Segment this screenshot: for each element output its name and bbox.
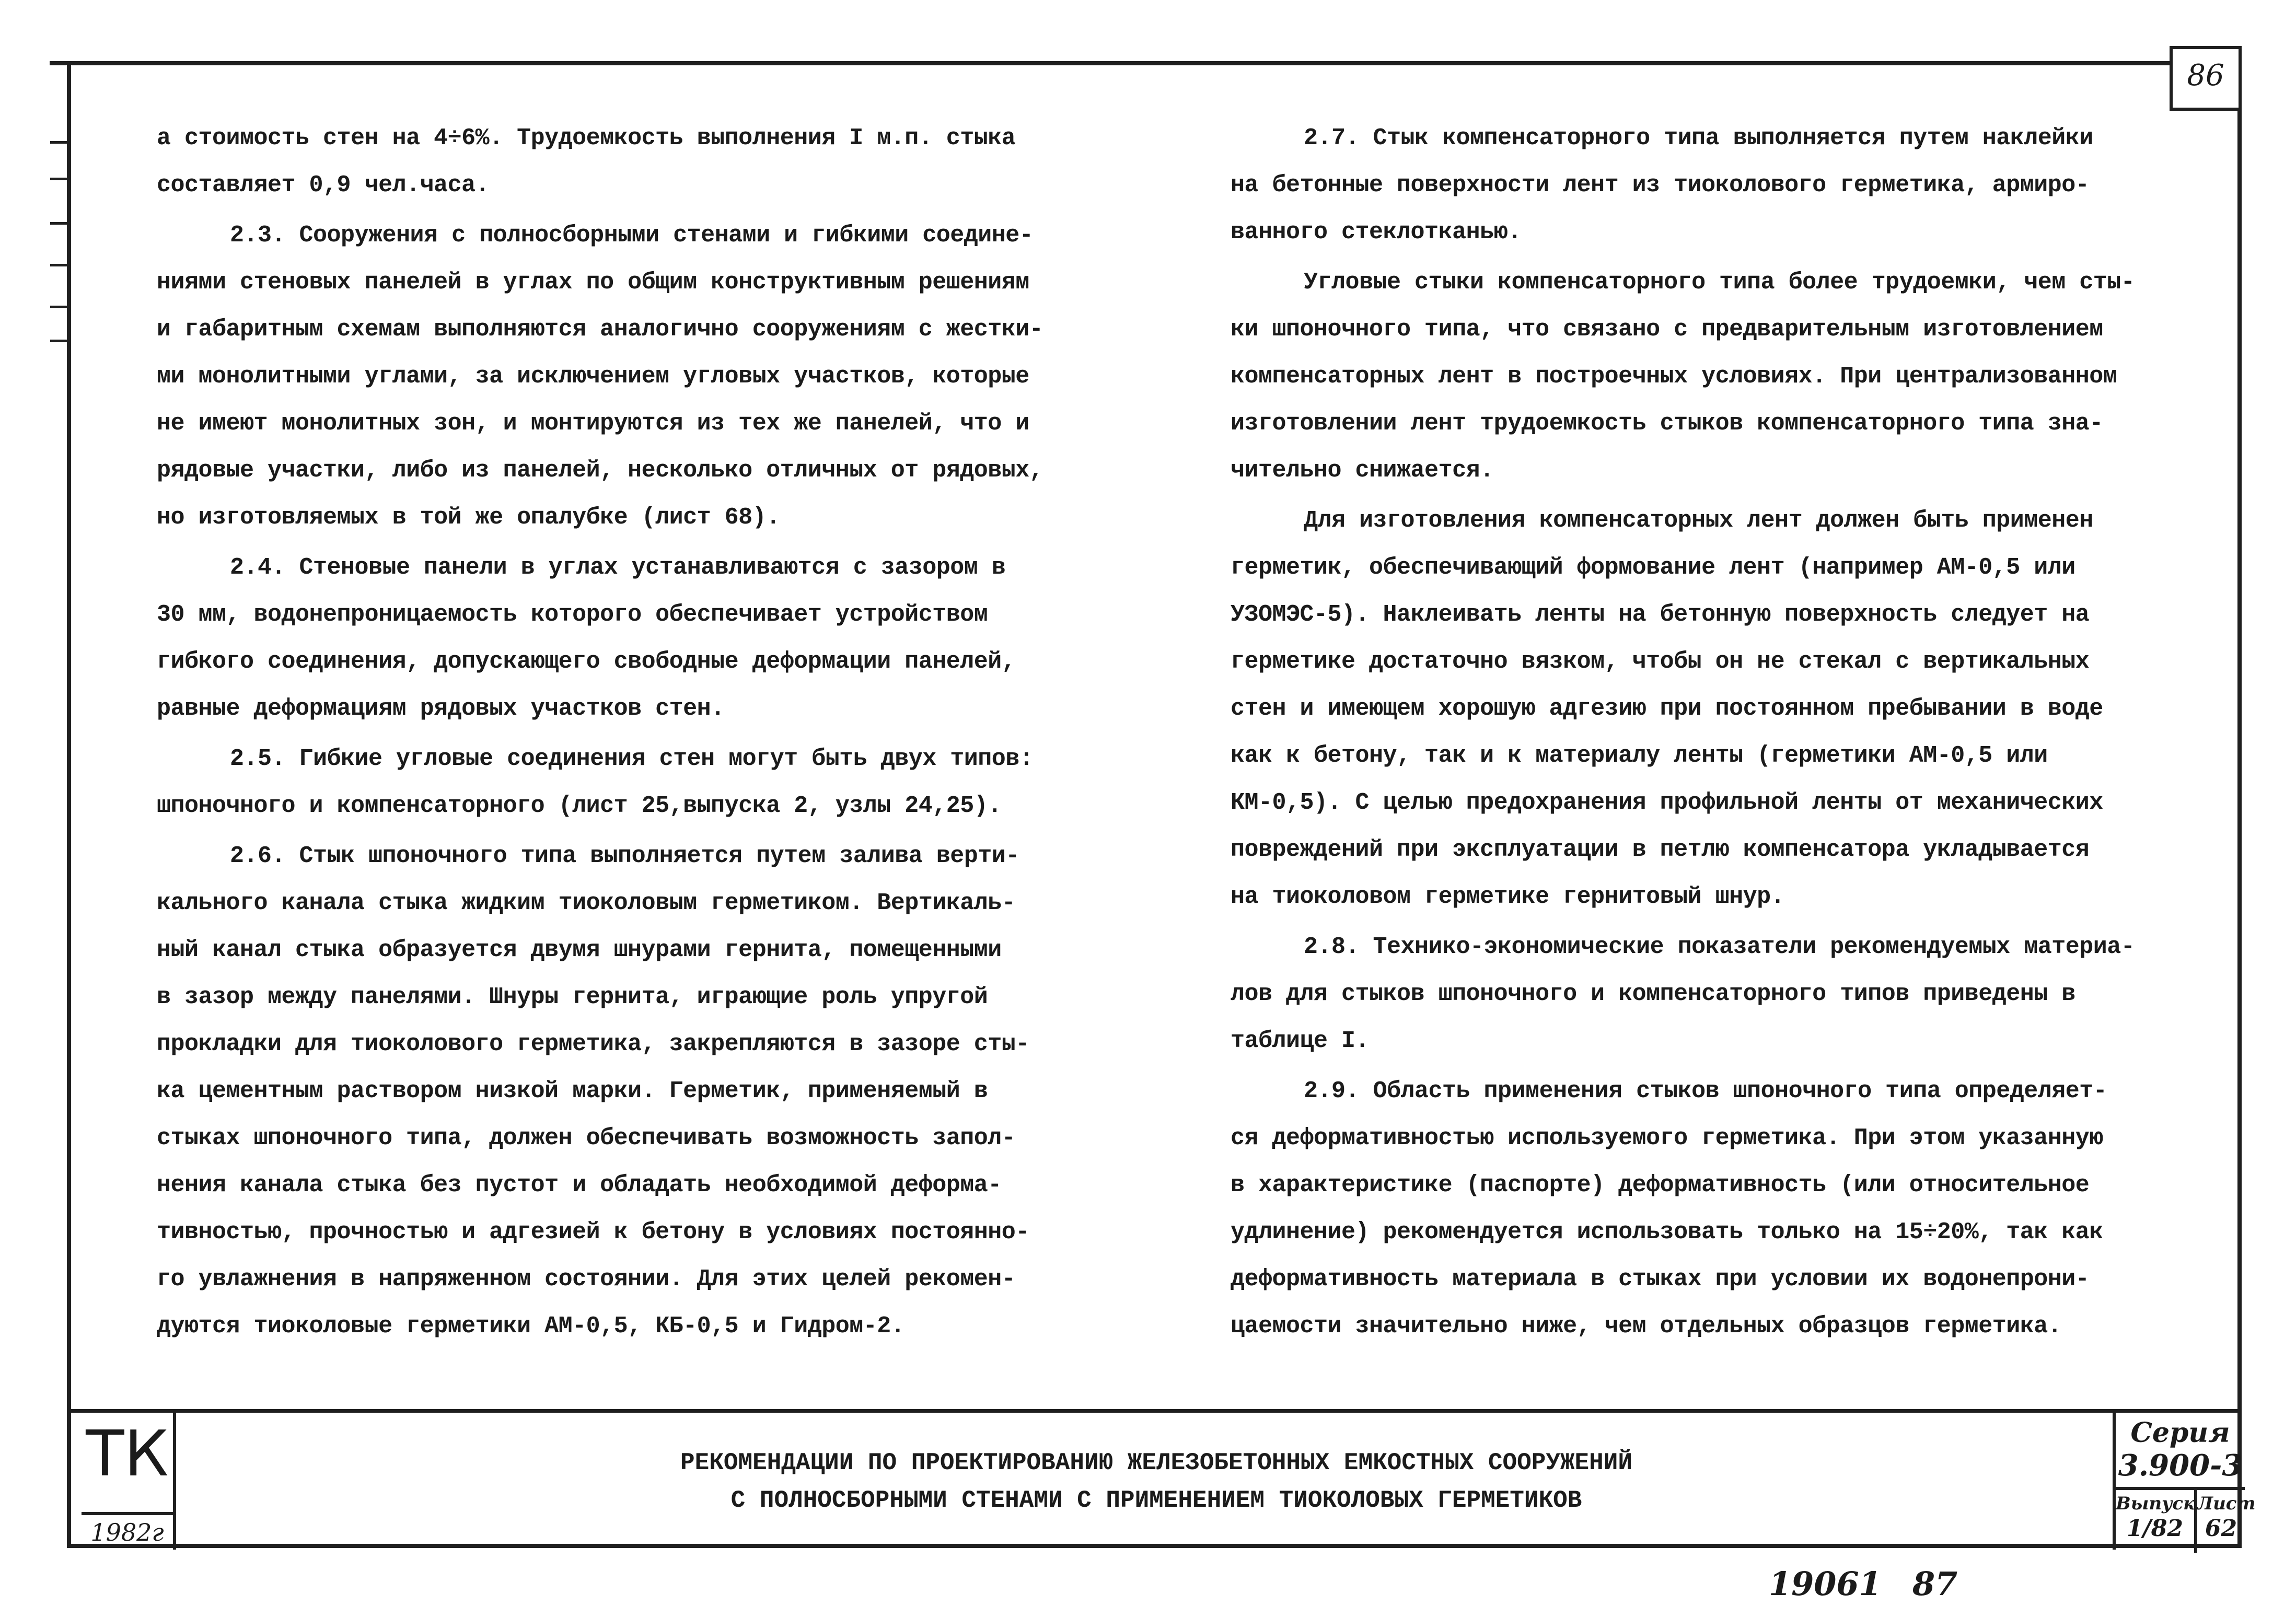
- paragraph: [1231, 924, 2150, 1065]
- right-text-column: [1231, 115, 2150, 1353]
- title-block-code-cell: [82, 1413, 176, 1550]
- text-line: герметике достаточно вязком, чтобы он не стекал с вертикальных: [1231, 648, 2090, 675]
- text-line: КМ-0,5). С целью предохранения профильной ленты от механических: [1231, 789, 2103, 816]
- text-line: ниями стеновых панелей в углах по общим конструктивным решениям: [157, 269, 1029, 296]
- text-line: 2.5. Гибкие угловые соединения стен могут быть двух типов:: [230, 746, 1034, 772]
- frame-left-border: [67, 61, 71, 1548]
- text-line: а стоимость стен на 4÷6%. Трудоемкость выполнения I м.п. стыка: [157, 125, 1016, 152]
- text-line: Для изготовления компенсаторных лент должен быть применен: [1304, 507, 2093, 534]
- text-line: 2.9. Область применения стыков шпоночного типа определяет-: [1304, 1078, 2107, 1104]
- text-line: кального канала стыка жидким тиоколовым герметиком. Вертикаль-: [157, 890, 1016, 916]
- text-line: прокладки для тиоколового герметика, закрепляются в зазоре сты-: [157, 1031, 1029, 1057]
- text-line: чительно снижается.: [1231, 457, 1494, 484]
- text-line: стен и имеющем хорошую адгезию при постоянном пребывании в воде: [1231, 695, 2103, 722]
- document-code: ТК: [86, 1418, 169, 1491]
- text-line: 2.3. Сооружения с полносборными стенами и гибкими соедине-: [230, 222, 1034, 249]
- text-line: ся деформативностью используемого герметика. При этом указанную: [1231, 1125, 2103, 1151]
- page-number: 86: [2187, 59, 2224, 92]
- text-line: ми монолитными углами, за исключением угловых участков, которые: [157, 363, 1029, 390]
- issue-sheet-grid: [2116, 1487, 2256, 1553]
- binding-mark: [50, 178, 69, 180]
- document-title-line-1: РЕКОМЕНДАЦИИ ПО ПРОЕКТИРОВАНИЮ ЖЕЛЕЗОБЕТОННЫХ ЕМКОСТНЫХ СООРУЖЕНИЙ: [680, 1449, 1632, 1476]
- document-title: [203, 1444, 2110, 1519]
- document-year: 1982г: [82, 1512, 173, 1546]
- text-line: ки шпоночного типа, что связано с предварительным изготовлением: [1231, 316, 2103, 343]
- text-line: рядовые участки, либо из панелей, несколько отличных от рядовых,: [157, 457, 1043, 484]
- order-number: 19061: [1769, 1565, 1882, 1603]
- paragraph: [157, 833, 1076, 1350]
- text-line: герметик, обеспечивающий формование лент (например АМ-0,5 или: [1231, 554, 2075, 581]
- title-block-series-cell: [2113, 1413, 2256, 1550]
- paragraph: [157, 544, 1076, 732]
- text-line: Угловые стыки компенсаторного типа более трудоемки, чем сты-: [1304, 269, 2135, 296]
- binding-mark: [50, 340, 69, 342]
- text-line: нения канала стыка без пустот и обладать необходимой деформа-: [157, 1172, 1002, 1199]
- page-number-box: [2170, 46, 2242, 111]
- left-text-column: [157, 115, 1076, 1353]
- footer-page-number: 87: [1912, 1565, 1958, 1603]
- binding-mark: [50, 141, 69, 144]
- text-line: ка цементным раствором низкой марки. Герметик, применяемый в: [157, 1078, 988, 1104]
- text-line: повреждений при эксплуатации в петлю компенсатора укладывается: [1231, 836, 2090, 863]
- text-line: таблице I.: [1231, 1028, 1370, 1054]
- paragraph: [157, 115, 1076, 209]
- text-line: 2.4. Стеновые панели в углах устанавливаются с зазором в: [230, 554, 1006, 581]
- paragraph: [157, 736, 1076, 830]
- text-line: стыках шпоночного типа, должен обеспечивать возможность запол-: [157, 1125, 1016, 1151]
- text-line: УЗОМЭС-5). Наклеивать ленты на бетонную поверхность следует на: [1231, 601, 2090, 628]
- sheet-label: Лист: [2197, 1493, 2256, 1514]
- text-line: лов для стыков шпоночного и компенсаторного типов приведены в: [1231, 981, 2075, 1007]
- text-line: как к бетону, так и к материалу ленты (герметики АМ-0,5 или: [1231, 742, 2048, 769]
- paragraph: [157, 212, 1076, 541]
- text-line: удлинение) рекомендуется использовать только на 15÷20%, так как: [1231, 1219, 2103, 1246]
- text-line: изготовлении лент трудоемкость стыков компенсаторного типа зна-: [1231, 410, 2103, 437]
- text-line: на бетонные поверхности лент из тиоколового герметика, армиро-: [1231, 172, 2090, 199]
- text-line: составляет 0,9 чел.часа.: [157, 172, 490, 199]
- text-line: 30 мм, водонепроницаемость которого обеспечивает устройством: [157, 601, 988, 628]
- document-title-line-2: С ПОЛНОСБОРНЫМИ СТЕНАМИ С ПРИМЕНЕНИЕМ ТИОКОЛОВЫХ ГЕРМЕТИКОВ: [730, 1487, 1582, 1514]
- frame-top-border: [50, 61, 2242, 65]
- paragraph: [1231, 115, 2150, 256]
- sheet-value: 62: [2205, 1515, 2237, 1542]
- issue-cell: [2116, 1490, 2197, 1553]
- binding-mark: [50, 264, 69, 266]
- binding-mark: [50, 306, 69, 308]
- issue-label: Выпуск: [2116, 1493, 2196, 1514]
- paragraph: [1231, 497, 2150, 921]
- text-line: равные деформациям рядовых участков стен.: [157, 695, 725, 722]
- text-line: цаемости значительно ниже, чем отдельных образцов герметика.: [1231, 1313, 2062, 1340]
- text-line: в зазор между панелями. Шнуры гернита, играющие роль упругой: [157, 984, 988, 1010]
- text-line: не имеют монолитных зон, и монтируются из тех же панелей, что и: [157, 410, 1029, 437]
- text-line: на тиоколовом герметике гернитовый шнур.: [1231, 883, 1785, 910]
- text-line: компенсаторных лент в построечных условиях. При централизованном: [1231, 363, 2117, 390]
- text-line: шпоночного и компенсаторного (лист 25,выпуска 2, узлы 24,25).: [157, 793, 1002, 819]
- text-line: ванного стеклотканью.: [1231, 219, 1522, 246]
- text-line: 2.8. Технико-экономические показатели рекомендуемых материа-: [1304, 934, 2135, 960]
- text-line: дуются тиоколовые герметики АМ-0,5, КБ-0,5 и Гидром-2.: [157, 1313, 905, 1340]
- text-line: гибкого соединения, допускающего свободные деформации панелей,: [157, 648, 1016, 675]
- issue-value: 1/82: [2127, 1515, 2183, 1542]
- text-line: 2.7. Стык компенсаторного типа выполняется путем наклейки: [1304, 125, 2093, 152]
- text-line: 2.6. Стык шпоночного типа выполняется путем залива верти-: [230, 843, 1019, 869]
- text-line: ный канал стыка образуется двумя шнурами гернита, помещенными: [157, 937, 1002, 963]
- series-label: Серия: [2130, 1417, 2230, 1449]
- title-block: [67, 1409, 2256, 1550]
- text-line: тивностью, прочностью и адгезией к бетону в условиях постоянно-: [157, 1219, 1029, 1246]
- sheet-cell: [2197, 1490, 2256, 1553]
- text-line: го увлажнения в напряженном состоянии. Для этих целей рекомен-: [157, 1266, 1016, 1293]
- paragraph: [1231, 259, 2150, 494]
- text-line: и габаритным схемам выполняются аналогично сооружениям с жестки-: [157, 316, 1043, 343]
- paragraph: [1231, 1068, 2150, 1350]
- series-value: 3.900-3: [2118, 1448, 2243, 1483]
- frame-right-border: [2237, 61, 2242, 1548]
- text-line: деформативность материала в стыках при условии их водонепрони-: [1231, 1266, 2090, 1293]
- text-line: но изготовляемых в той же опалубке (лист 68).: [157, 504, 780, 531]
- binding-mark: [50, 222, 69, 225]
- text-line: в характеристике (паспорте) деформативность (или относительное: [1231, 1172, 2090, 1199]
